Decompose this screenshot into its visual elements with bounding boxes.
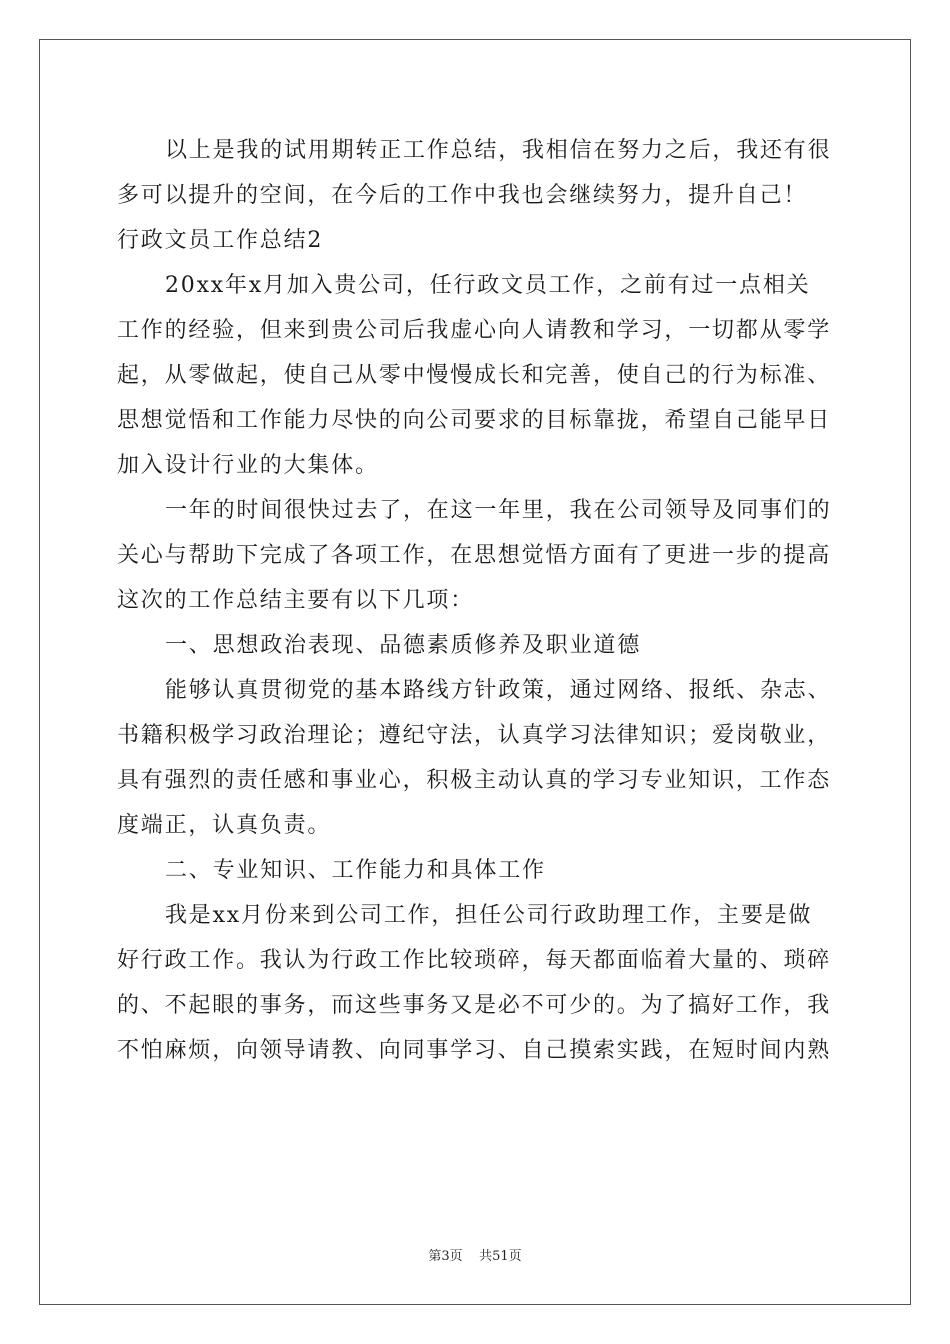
body-line: 好行政工作。我认为行政工作比较琐碎，每天都面临着大量的、琐碎 (117, 948, 832, 973)
body-line: 书籍积极学习政治理论；遵纪守法，认真学习法律知识；爱岗敬业， (117, 723, 832, 748)
body-line: 工作的经验，但来到贵公司后我虚心向人请教和学习，一切都从零学 (117, 318, 832, 343)
body-line: 加入设计行业的大集体。 (117, 453, 379, 478)
body-line: 起，从零做起，使自己从零中慢慢成长和完善，使自己的行为标准、 (117, 363, 832, 388)
body-line: 能够认真贯彻党的基本路线方针政策，通过网络、报纸、杂志、 (165, 678, 832, 703)
page-number-footer: 第3页 共51页 (428, 1249, 522, 1264)
section-title: 行政文员工作总结2 (117, 228, 324, 253)
body-line: 以上是我的试用期转正工作总结，我相信在努力之后，我还有很 (165, 138, 832, 163)
body-line: 具有强烈的责任感和事业心，积极主动认真的学习专业知识，工作态 (117, 768, 832, 793)
body-line: 关心与帮助下完成了各项工作，在思想觉悟方面有了更进一步的提高 (117, 543, 832, 568)
body-line: 度端正，认真负责。 (117, 813, 332, 838)
body-line: 20xx年x月加入贵公司，任行政文员工作，之前有过一点相关 (165, 273, 811, 298)
body-line: 不怕麻烦，向领导请教、向同事学习、自己摸索实践，在短时间内熟 (117, 1038, 832, 1063)
section-heading: 一、思想政治表现、品德素质修养及职业道德 (165, 633, 642, 658)
body-line: 的、不起眼的事务，而这些事务又是必不可少的。为了搞好工作，我 (117, 993, 832, 1018)
section-heading: 二、专业知识、工作能力和具体工作 (165, 858, 546, 883)
body-line: 思想觉悟和工作能力尽快的向公司要求的目标靠拢，希望自己能早日 (117, 408, 832, 433)
document-body (117, 128, 833, 1073)
body-line: 这次的工作总结主要有以下几项： (117, 588, 475, 613)
body-line: 我是xx月份来到公司工作，担任公司行政助理工作，主要是做 (165, 903, 813, 928)
body-line: 多可以提升的空间，在今后的工作中我也会继续努力，提升自己！ (117, 183, 808, 208)
body-line: 一年的时间很快过去了，在这一年里，我在公司领导及同事们的 (165, 498, 832, 523)
